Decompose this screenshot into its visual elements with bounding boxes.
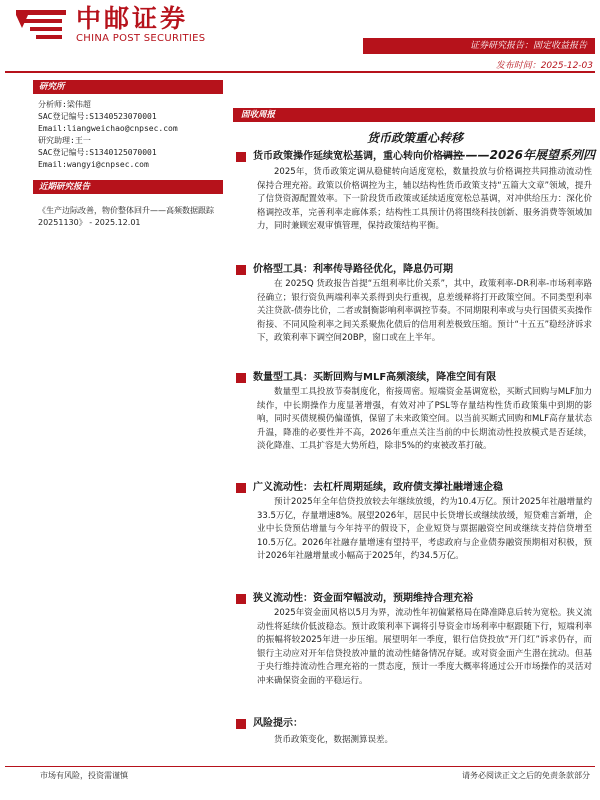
assistant-sac-number: SAC登记编号:S1340125070001	[38, 148, 157, 157]
section-body: 2025年资金面风格以5月为界，流动性年初偏紧格局在降准降息后转为宽松。狭义流动性将延续价低波稳态。预计政策利率下调将引导资金市场利率中枢跟随下行，短端利率的振幅将较2025年进一步压缩。展望明年一季度，银行信贷投放“开门红”诉求仍存，而银行主动应对开年信贷投放冲量的流动性储备情况存疑。或对资金面产生潜在扰动。但基于央行维持流动性合理充裕的一贯态度，预计一季度大概率将通过公开市场操作的灵活对冲来确保资金面的平稳运行。	[257, 608, 592, 686]
section-heading: 广义流动性：去杠杆周期延续，政府债支撑社融增速企稳	[236, 480, 596, 498]
square-bullet-icon	[236, 373, 246, 383]
report-title: 货币政策重心转移	[366, 131, 463, 145]
analyst-sac-number: SAC登记编号:S1340523070001	[38, 112, 157, 121]
recent-reports-heading: 近期研究报告	[33, 180, 223, 194]
research-institute-heading: 研究所	[33, 80, 223, 94]
square-bullet-icon	[236, 483, 246, 493]
brand-name-en: CHINA POST SECURITIES	[76, 33, 206, 44]
doc-type-band	[363, 38, 595, 54]
section-body: 在 2025Q 货政报告首提“五组利率比价关系”，其中，政策利率-DR利率-市场利率路径确立；银行资负两端利率关系得到央行重视，息差缓释将打开政策空间。不同类型利率关注贷款-债券比价，二者或制衡影响利率调控节奏。不同期限利率或与央行国债买卖操作衔接、不同风险利率之间关系聚焦化债后的信用利差极致压缩。预计“十五五”稳经济诉求下，政策利率下调空间20BP，窗口或在上半年。	[257, 279, 592, 344]
analyst-name: 分析师:梁伟超	[38, 100, 91, 109]
footer-risk-note: 市场有风险，投资需谨慎	[40, 771, 128, 780]
report-subtitle: ————2026年展望系列四	[441, 148, 595, 162]
section-body: 预计2025年全年信贷投放较去年继续放缓，约为10.4万亿。预计2025年社融增量约33.5万亿，存量增速8%。展望2026年，居民中长贷增长或继续放缓，短贷难言新增，企业中长贷预估增量与今年持平的假设下，企业短贷与票据融资空间或继续支持信贷增至10.5万亿。2026年社融存量增速有望持平，考虑政府与企业债券融资预期相对积极，预计2026年社融增量或小幅高于2025年，约34.5万亿。	[257, 497, 592, 562]
section-heading: 狭义流动性：资金面窄幅波动，预期维持合理充裕	[236, 591, 596, 609]
footer-divider	[5, 766, 595, 767]
header-divider	[5, 71, 595, 73]
square-bullet-icon	[236, 152, 246, 162]
square-bullet-icon	[236, 265, 246, 275]
section-heading: 数量型工具：买断回购与MLF高频滚续，降准空间有限	[236, 370, 596, 388]
recent-report-link[interactable]: 《生产边际改善，物价整体回升——高频数据跟踪 20251130》 - 2025.12.01	[38, 206, 214, 227]
section-heading: 价格型工具：利率传导路径优化，降息仍可期	[236, 262, 596, 280]
square-bullet-icon	[236, 719, 246, 729]
assistant-email: Email:wangyi@cnpsec.com	[38, 160, 149, 169]
publish-date: 发布时间：2025-12-03	[495, 61, 593, 71]
china-post-logo-icon	[14, 6, 68, 42]
footer-disclaimer-note: 请务必阅读正文之后的免责条款部分	[462, 771, 590, 780]
section-tag: 固收周报	[233, 108, 595, 122]
section-heading: 风险提示：	[236, 716, 596, 734]
section-body: 数量型工具投放节奏制度化，衔接周密。短端资金基调宽松，买断式回购与MLF加力续作，中长期操作力度显著增强，有效对冲了PSL等存量结构性货币政策集中到期的影响，同时买债规模仍偏谨慎，保留了未来政策空间。以当前买断式回购和MLF高存量状态升温，降准的必要性并不高，2026年重点关注当前的中长期流动性投放模式是否延续，淡化降准、工具扩容是大势所趋，除非5%的约束被改革打破。	[257, 387, 592, 452]
analyst-email: Email:liangweichao@cnpsec.com	[38, 124, 178, 133]
section-body: 2025年，货币政策定调从稳健转向适度宽松，数量投放与价格调控共同推动流动性保持合理充裕。政策以价格调控为主，辅以结构性货币政策支持“五篇大文章”领域，提升了信贷资源配置效率。下一阶段货币政策或延续适度宽松总基调，对冲供给压力：深化价格调控改革，完善利率走廊体系；结构性工具预计仍将围绕科技创新、服务消费等领域加力，同时兼顾宏观审慎管理，保持政策结构平衡。	[257, 167, 592, 232]
assistant-name: 研究助理:王一	[38, 136, 91, 145]
brand-name-cn: 中邮证券	[76, 4, 189, 33]
section-heading: 货币政策操作延续宽松基调，重心转向价格调控	[236, 149, 596, 167]
doc-type: 证券研究报告：固定收益报告	[469, 41, 587, 51]
square-bullet-icon	[236, 594, 246, 604]
risk-warning-body: 货币政策变化，数据测算误差。	[274, 735, 394, 745]
